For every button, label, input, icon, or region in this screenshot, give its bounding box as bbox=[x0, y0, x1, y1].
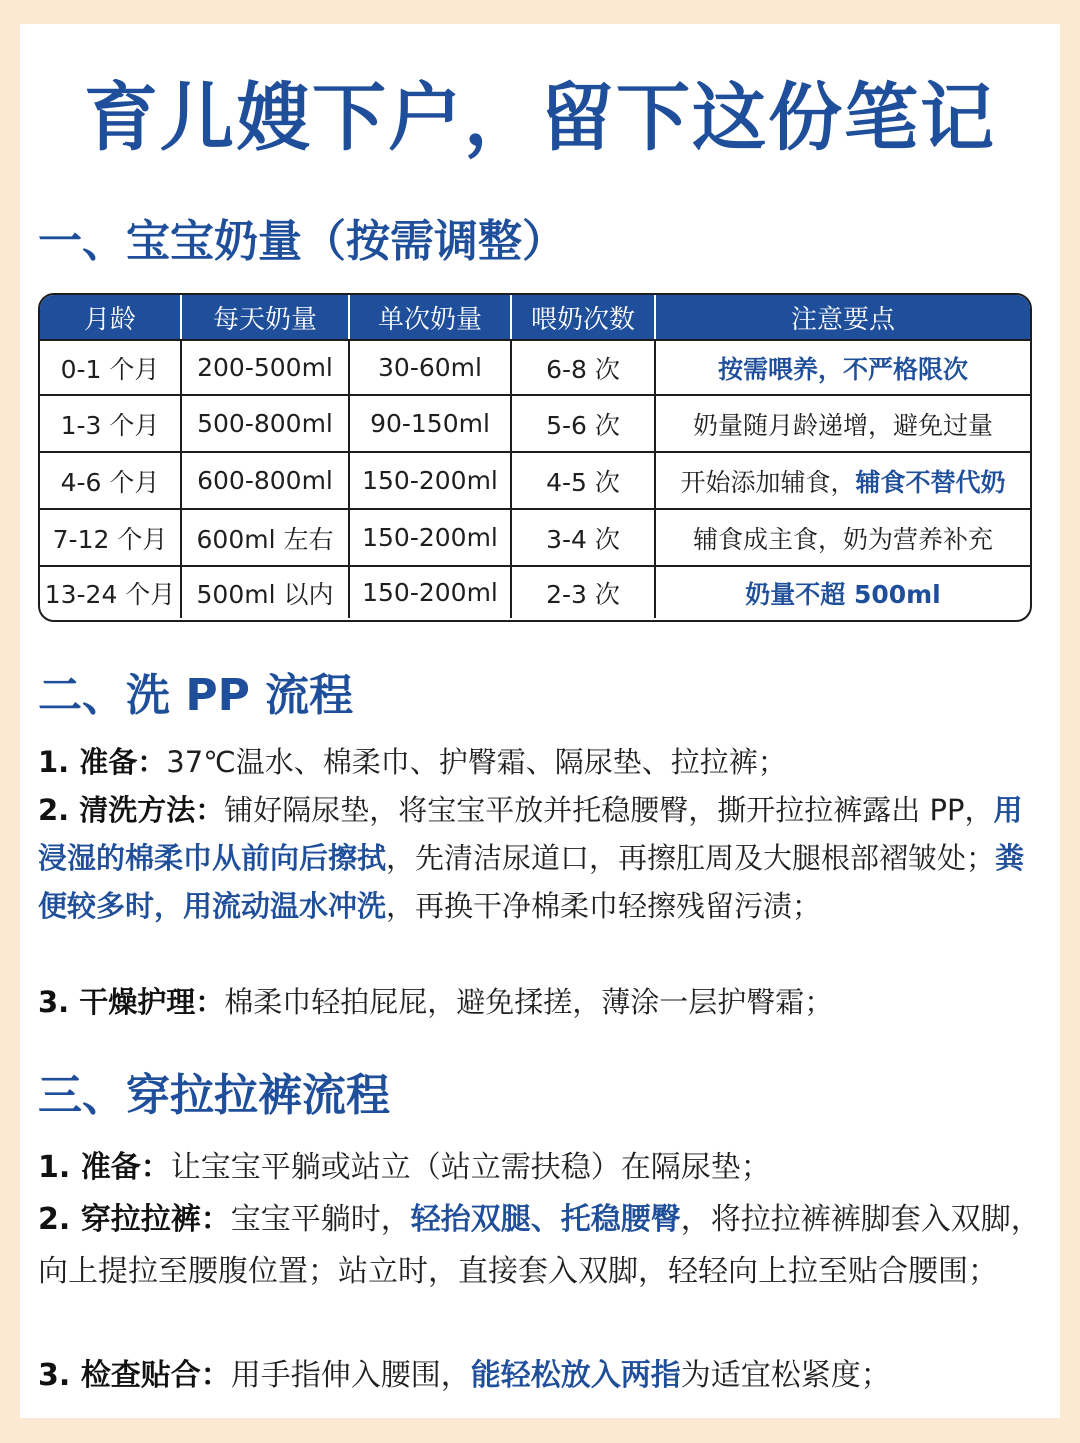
cell-note bbox=[656, 396, 1030, 451]
cell-note bbox=[656, 510, 1030, 565]
step-text: 铺好隔尿垫，将宝宝平放并托稳腰臀，撕开拉拉裤露出 PP， bbox=[224, 793, 994, 827]
table-header-row bbox=[40, 295, 1030, 339]
step-text: ，先清洁尿道口，再擦肛周及大腿根部褶皱处； bbox=[386, 841, 996, 875]
step-text: 宝宝平躺时， bbox=[230, 1202, 411, 1237]
step-highlight: 能轻松放入两指 bbox=[470, 1358, 681, 1393]
step-key: 1. 准备： bbox=[38, 745, 167, 779]
cell-age: 7-12 个月 bbox=[40, 510, 182, 565]
cell-times: 5-6 次 bbox=[512, 396, 656, 451]
header-daily: 每天奶量 bbox=[182, 295, 350, 339]
cell-age: 0-1 个月 bbox=[40, 341, 182, 394]
step-highlight: 粪便较多时，用流动温水冲洗 bbox=[38, 841, 1025, 923]
note-highlight: 按需喂养，不严格限次 bbox=[717, 354, 968, 384]
step-key: 1. 准备： bbox=[38, 1150, 171, 1185]
diaper-step-check bbox=[38, 1350, 1048, 1402]
table-row bbox=[40, 451, 1030, 508]
cell-age: 13-24 个月 bbox=[40, 567, 182, 618]
cell-age: 4-6 个月 bbox=[40, 453, 182, 508]
cell-single: 90-150ml bbox=[350, 396, 512, 451]
header-note: 注意要点 bbox=[790, 304, 895, 335]
step-key: 2. 穿拉拉裤： bbox=[38, 1202, 231, 1237]
cell-daily: 200-500ml bbox=[182, 341, 350, 394]
step-text: 37℃温水、棉柔巾、护臀霜、隔尿垫、拉拉裤； bbox=[166, 745, 787, 779]
cell-daily: 500ml 以内 bbox=[182, 567, 350, 618]
cell-note bbox=[656, 341, 1030, 394]
section-heading-milk: 一、宝宝奶量（按需调整） bbox=[38, 216, 566, 267]
note-plain: 开始添加辅食， bbox=[680, 467, 856, 497]
section-heading-wash: 二、洗 PP 流程 bbox=[38, 670, 354, 721]
cell-single: 150-200ml bbox=[350, 510, 512, 565]
page-title: 育儿嫂下户，留下这份笔记 bbox=[84, 75, 996, 161]
cell-note bbox=[656, 453, 1030, 508]
step-highlight: 用浸湿的棉柔巾从前向后擦拭 bbox=[38, 793, 1023, 875]
wash-step-prepare bbox=[38, 738, 1048, 786]
step-key: 3. 干燥护理： bbox=[38, 985, 225, 1019]
step-text: ，将拉拉裤裤脚套入双脚，向上提拉至腰腹位置；站立时，直接套入双脚，轻轻向上拉至贴合腰围； bbox=[38, 1202, 1041, 1289]
cell-times: 4-5 次 bbox=[512, 453, 656, 508]
header-age: 月龄 bbox=[40, 295, 182, 339]
cell-times: 3-4 次 bbox=[512, 510, 656, 565]
step-text: 棉柔巾轻拍屁屁，避免揉搓，薄涂一层护臀霜； bbox=[224, 985, 834, 1019]
table-row bbox=[40, 508, 1030, 565]
cell-single: 150-200ml bbox=[350, 567, 512, 618]
header-single: 单次奶量 bbox=[350, 295, 512, 339]
step-text: 让宝宝平躺或站立（站立需扶稳）在隔尿垫； bbox=[170, 1150, 771, 1185]
section-heading-diaper: 三、穿拉拉裤流程 bbox=[38, 1070, 390, 1121]
table-row bbox=[40, 394, 1030, 451]
note-highlight: 辅食不替代奶 bbox=[855, 467, 1006, 497]
step-text: 用手指伸入腰围， bbox=[230, 1358, 471, 1393]
cell-single: 150-200ml bbox=[350, 453, 512, 508]
milk-amount-table bbox=[38, 293, 1032, 622]
table-row bbox=[40, 565, 1030, 618]
wash-step-method bbox=[38, 786, 1048, 930]
header-times: 喂奶次数 bbox=[512, 295, 656, 339]
note-plain: 奶量随月龄递增，避免过量 bbox=[692, 410, 993, 440]
cell-note bbox=[656, 567, 1030, 618]
step-text: 为适宜松紧度； bbox=[680, 1358, 891, 1393]
step-highlight: 轻抬双腿、托稳腰臀 bbox=[410, 1202, 681, 1237]
cell-single: 30-60ml bbox=[350, 341, 512, 394]
cell-age: 1-3 个月 bbox=[40, 396, 182, 451]
cell-daily: 500-800ml bbox=[182, 396, 350, 451]
note-plain: 辅食成主食，奶为营养补充 bbox=[692, 524, 993, 554]
cell-daily: 600-800ml bbox=[182, 453, 350, 508]
cell-times: 2-3 次 bbox=[512, 567, 656, 618]
step-text: ，再换干净棉柔巾轻擦残留污渍； bbox=[386, 889, 822, 923]
step-key: 3. 检查贴合： bbox=[38, 1358, 231, 1393]
diaper-step-prepare bbox=[38, 1142, 1048, 1194]
note-highlight: 奶量不超 500ml bbox=[745, 579, 941, 609]
cell-times: 6-8 次 bbox=[512, 341, 656, 394]
diaper-step-wear bbox=[38, 1194, 1048, 1298]
table-row bbox=[40, 339, 1030, 394]
cell-daily: 600ml 左右 bbox=[182, 510, 350, 565]
wash-step-dry bbox=[38, 978, 1048, 1026]
step-key: 2. 清洗方法： bbox=[38, 793, 225, 827]
